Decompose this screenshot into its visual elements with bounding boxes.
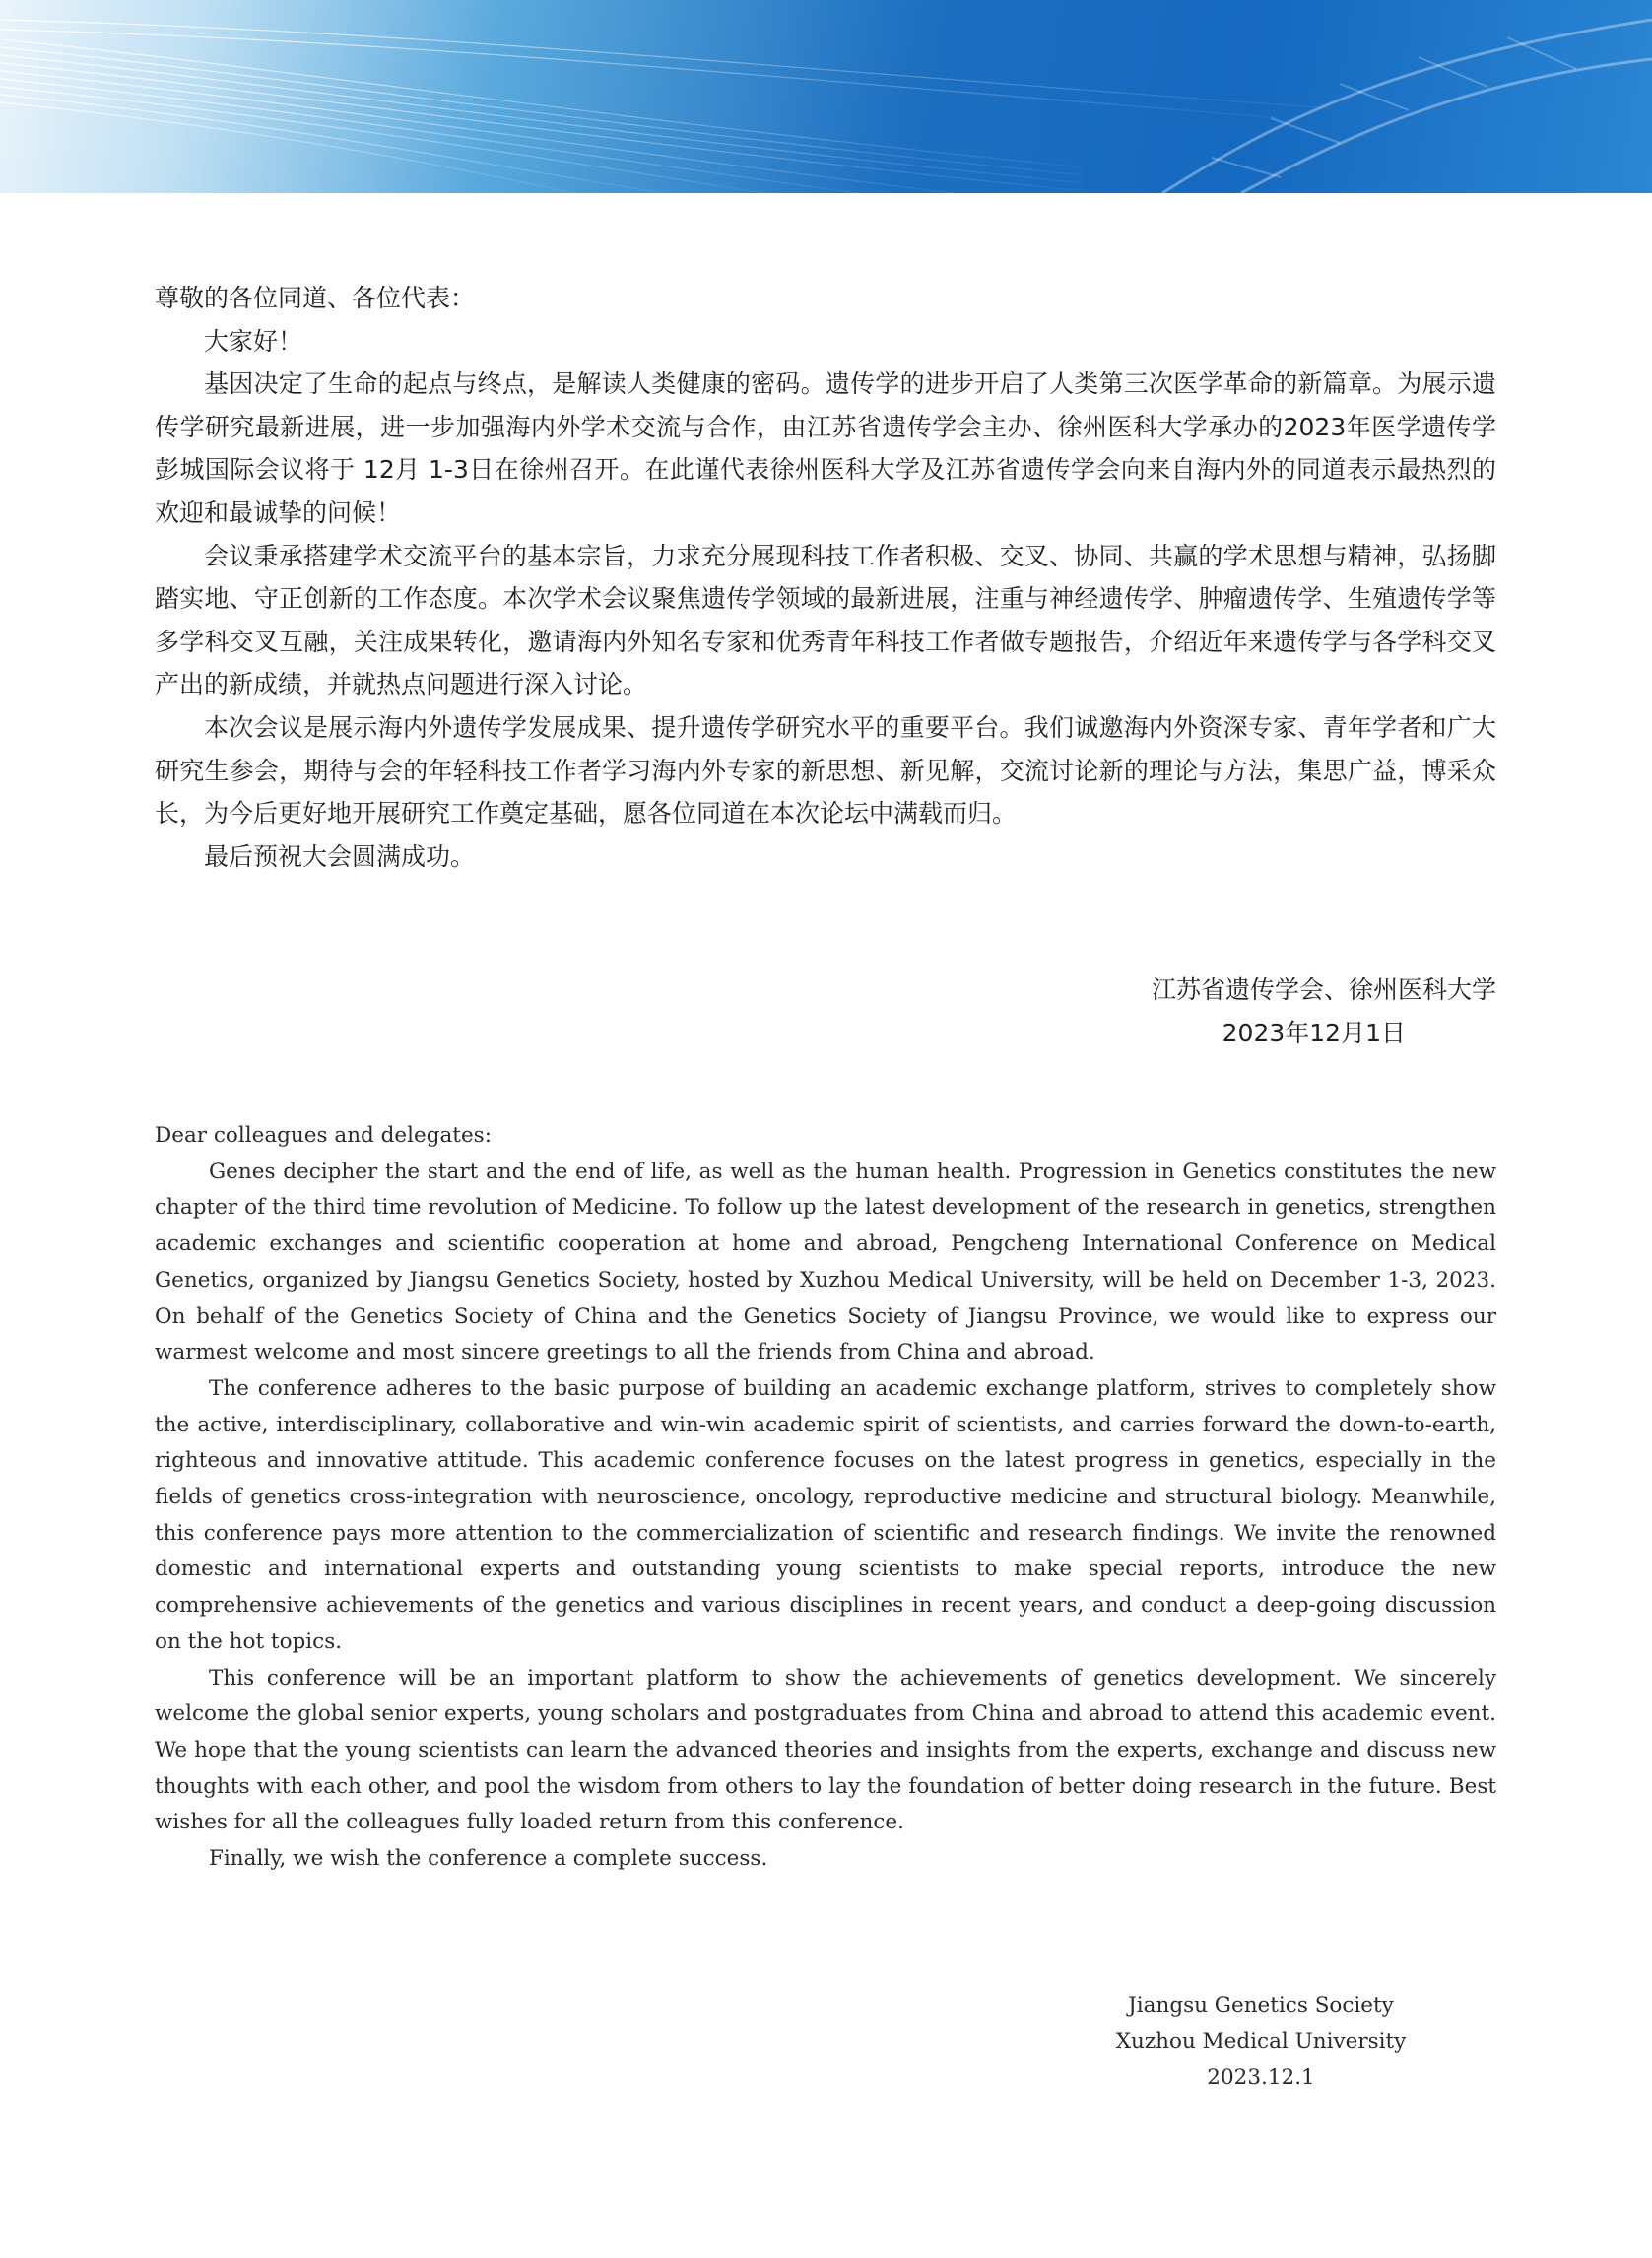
english-paragraph: Genes decipher the start and the end of life, as well as the human health. Progression in Genetics constitutes the new chapter of the third time revolution of Medicine. To follow up the latest development of the research in genetics, strengthen academic exchanges and scientific cooperation at home and abroad, Pengcheng International Conference on Medical Genetics, organized by Jiangsu Genetics Society, hosted by Xuzhou Medical University, will be held on December 1-3, 2023. On behalf of the Genetics Society of China and the Genetics Society of Jiangsu Province, we would like to express our warmest welcome and most sincere greetings to all the friends from China and abroad.: [155, 1159, 1496, 1365]
english-signature-society: Jiangsu Genetics Society: [1128, 1993, 1394, 2018]
dna-wave-graphic: [0, 0, 1652, 193]
chinese-paragraph: 最后预祝大会圆满成功。: [204, 841, 476, 871]
chinese-signature: 江苏省遗传学会、徐州医科大学: [1151, 975, 1496, 1004]
chinese-paragraph: 会议秉承搭建学术交流平台的基本宗旨，力求充分展现科技工作者积极、交叉、协同、共赢的学术思想与精神，弘扬脚踏实地、守正创新的工作态度。本次学术会议聚焦遗传学领域的最新进展，注重与神经遗传学、肿瘤遗传学、生殖遗传学等多学科交叉互融，关注成果转化，邀请海内外知名专家和优秀青年科技工作者做专题报告，介绍近年来遗传学与各学科交叉产出的新成绩，并就热点问题进行深入讨论。: [155, 541, 1496, 699]
english-letter-body: [155, 1118, 1496, 1878]
chinese-paragraph: 大家好！: [204, 326, 303, 356]
english-greeting: Dear colleagues and delegates:: [155, 1123, 492, 1148]
english-paragraph: Finally, we wish the conference a complete success.: [209, 1846, 768, 1872]
english-signature-university: Xuzhou Medical University: [1115, 2028, 1407, 2054]
chinese-signature-block: [985, 968, 1496, 1055]
english-date: 2023.12.1: [1207, 2065, 1315, 2091]
chinese-paragraph: 基因决定了生命的起点与终点，是解读人类健康的密码。遗传学的进步开启了人类第三次医学革命的新篇章。为展示遗传学研究最新进展，进一步加强海内外学术交流与合作，由江苏省遗传学会主办、徐州医科大学承办的2023年医学遗传学彭城国际会议将于 12月 1-3日在徐州召开。在此谨代表徐州医科大学及江苏省遗传学会向来自海内外的同道表示最热烈的欢迎和最诚挚的问候！: [155, 369, 1496, 527]
chinese-letter-body: [155, 277, 1496, 878]
chinese-date: 2023年12月1日: [1222, 1019, 1406, 1047]
chinese-paragraph: 本次会议是展示海内外遗传学发展成果、提升遗传学研究水平的重要平台。我们诚邀海内外资深专家、青年学者和广大研究生参会，期待与会的年轻科技工作者学习海内外专家的新思想、新见解，交流讨论新的理论与方法，集思广益，博采众长，为今后更好地开展研究工作奠定基础，愿各位同道在本次论坛中满载而归。: [155, 712, 1496, 829]
english-signature-block: [1074, 1988, 1448, 2096]
header-banner: [0, 0, 1652, 193]
chinese-greeting: 尊敬的各位同道、各位代表：: [155, 284, 476, 312]
english-paragraph: The conference adheres to the basic purpose of building an academic exchange platform, strives to completely show the active, interdisciplinary, collaborative and win-win academic spirit of scientists, and carries forward the down-to-earth, righteous and innovative attitude. This academic conference focuses on the latest progress in genetics, especially in the fields of genetics cross-integration with neuroscience, oncology, reproductive medicine and structural biology. Meanwhile, this conference pays more attention to the commercialization of scientific and research findings. We invite the renowned domestic and international experts and outstanding young scientists to make special reports, introduce the new comprehensive achievements of the genetics and various disciplines in recent years, and conduct a deep-going discussion on the hot topics.: [155, 1375, 1496, 1654]
english-paragraph: This conference will be an important platform to show the achievements of genetics development. We sincerely welcome the global senior experts, young scholars and postgraduates from China and abroad to attend this academic event. We hope that the young scientists can learn the advanced theories and insights from the experts, exchange and discuss new thoughts with each other, and pool the wisdom from others to lay the foundation of better doing research in the future. Best wishes for all the colleagues fully loaded return from this conference.: [155, 1665, 1496, 1835]
